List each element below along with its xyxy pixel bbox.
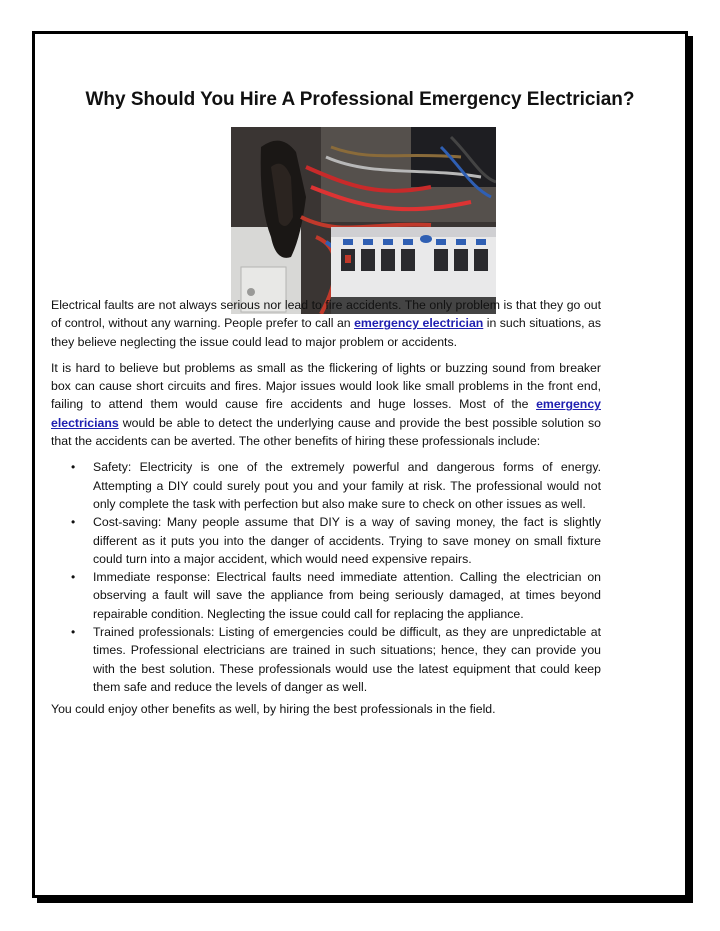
problems-text-after: would be able to detect the underlying cause and provide the best possible solution so that the accidents can be averted. The other benefits of hiring these professionals include: [51,415,601,449]
benefit-safety: Safety: Electricity is one of the extremely powerful and dangerous forms of energy. Attempting a DIY could surely pout you and your family at risk. The professional would not only complete the task with perfection but also make sure to check on other issues as well. [93,460,601,511]
bullet-icon: • [71,570,76,585]
breaker-box-illustration [231,127,496,314]
benefit-trained-professionals: Trained professionals: Listing of emergencies could be difficult, as they are unpredictable at times. Professional electricians are trained in such situations; hence, they can provide you with the best solution. These professionals would use the latest equipment that could keep them safe and reduce the levels of danger as well. [93,625,601,694]
article-title: Why Should You Hire A Professional Emergency Electrician? [85,89,635,110]
burnt-breaker-box-photo [231,127,496,314]
problems-paragraph [51,359,601,450]
intro-text-after: in such situations, as they believe neglecting the issue could lead to major problem or accidents. [51,316,601,349]
problems-text-before: It is hard to believe but problems as small as the flickering of lights or buzzing sound from breaker box can cause short circuits and fires. Major issues would look like small problems in the front end, failing to attend them would cause fire accidents and huge losses. Most of the [51,360,601,412]
list-item [71,458,601,513]
benefits-list [51,458,601,696]
closing-paragraph: You could enjoy other benefits as well, by hiring the best professionals in the field. [51,702,496,717]
intro-paragraph [51,296,601,351]
bullet-icon: • [71,460,76,475]
list-item [71,568,601,623]
article-body [51,296,601,727]
bullet-icon: • [71,515,76,530]
list-item [71,623,601,696]
benefit-immediate-response: Immediate response: Electrical faults need immediate attention. Calling the electrician on observing a fault will save the appliance from being seriously damaged, at times beyond repairable condition. Neglecting the issue could call for replacing the appliance. [93,570,601,621]
benefit-cost-saving: Cost-saving: Many people assume that DIY is a way of saving money, the fact is slightly different as it puts you into the danger of accidents. Trying to save money on small fixture could turn into a major accident, which would need expensive repairs. [93,515,601,566]
emergency-electricians-link[interactable]: emergency electricians [51,397,601,430]
intro-text-before: Electrical faults are not always serious nor lead to fire accidents. The only problem is that they go out of control, without any warning. People prefer to call an [51,298,601,331]
emergency-electrician-link[interactable]: emergency electrician [354,316,484,331]
bullet-icon: • [71,625,76,640]
list-item [71,513,601,568]
